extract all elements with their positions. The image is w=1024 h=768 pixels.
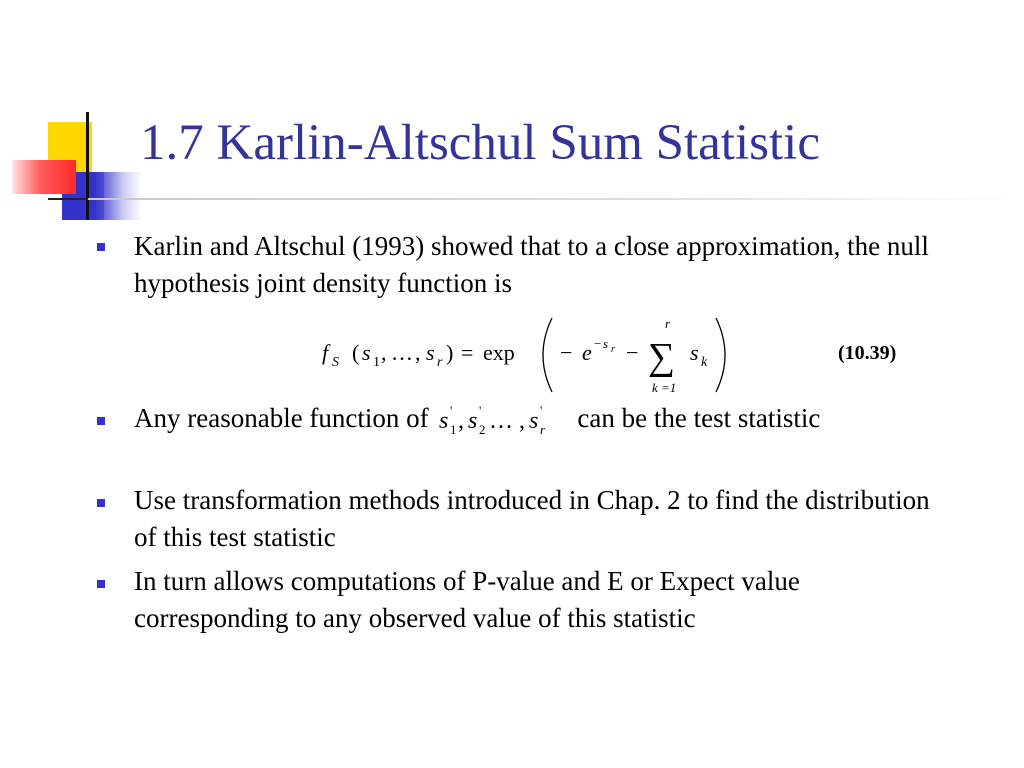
eq-big-left-paren xyxy=(543,318,552,392)
vertical-line-decoration xyxy=(86,112,89,220)
im-s2: s xyxy=(468,407,478,434)
eq-exp: exp xyxy=(483,340,515,365)
bullet-text-before: Any reasonable function of xyxy=(134,403,429,433)
inline-s-primes-math xyxy=(437,401,575,441)
eq-sum-upper: r xyxy=(665,316,671,331)
im-prime3: ' xyxy=(540,402,543,418)
eq-big-right-paren xyxy=(716,318,725,392)
im-s1: s xyxy=(439,407,449,434)
eq-sub-1: 1 xyxy=(373,355,380,370)
eq-s1: s xyxy=(362,340,371,365)
eq-sum-lower: k =1 xyxy=(652,380,677,395)
title-underline xyxy=(88,198,1018,200)
bullet-text: Use transformation methods introduced in Chap. 2 to find the distribution of this test statistic xyxy=(134,485,930,552)
eq-sub-r: r xyxy=(437,355,443,370)
im-sr: s xyxy=(529,407,539,434)
eq-sub-S: S xyxy=(332,355,339,370)
bullet-text: In turn allows computations of P-value and E or Expect value corresponding to any observed value of this statistic xyxy=(134,566,800,633)
eq-sup-minus: − xyxy=(594,336,602,351)
density-equation xyxy=(318,312,738,398)
im-comma2: , xyxy=(519,407,526,434)
im-ellipsis: … xyxy=(489,407,514,434)
eq-sk: s xyxy=(690,340,699,365)
eq-sup-s: s xyxy=(603,336,609,351)
bullet-text: Karlin and Altschul (1993) showed that to a close approximation, the null hypothesis joint density function is xyxy=(134,231,929,298)
eq-comma2: , xyxy=(415,340,421,365)
bullet-text-after: can be the test statistic xyxy=(577,403,821,433)
eq-comma1: , xyxy=(381,340,387,365)
bullet-marker xyxy=(97,243,105,251)
eq-equals: = xyxy=(461,340,474,365)
eq-minus2: − xyxy=(626,340,639,365)
bullet-marker xyxy=(97,580,105,588)
eq-f: f xyxy=(322,340,329,365)
im-prime1: ' xyxy=(450,402,453,418)
bullet-text xyxy=(134,400,894,441)
bullet-marker xyxy=(97,499,105,507)
eq-e: e xyxy=(582,340,592,365)
eq-minus1: − xyxy=(560,340,573,365)
eq-sr: s xyxy=(426,340,435,365)
eq-sub-k: k xyxy=(701,355,708,370)
im-comma1: , xyxy=(458,407,465,434)
eq-sup-sub-r: r xyxy=(611,344,615,355)
blue-gradient-decoration xyxy=(96,172,142,220)
eq-ellipsis: … xyxy=(391,340,413,365)
im-subr: r xyxy=(540,421,546,437)
im-prime2: ' xyxy=(479,402,482,418)
im-sub1: 1 xyxy=(450,421,457,437)
eq-open-paren: ( xyxy=(352,340,360,365)
eq-sigma: ∑ xyxy=(648,336,676,378)
slide-title: 1.7 Karlin-Altschul Sum Statistic xyxy=(140,115,820,171)
equation-number: (10.39) xyxy=(838,342,897,364)
im-sub2: 2 xyxy=(479,421,486,437)
eq-close-paren: ) xyxy=(446,340,454,365)
bullet-marker xyxy=(97,417,105,425)
red-gradient-decoration xyxy=(12,160,76,194)
